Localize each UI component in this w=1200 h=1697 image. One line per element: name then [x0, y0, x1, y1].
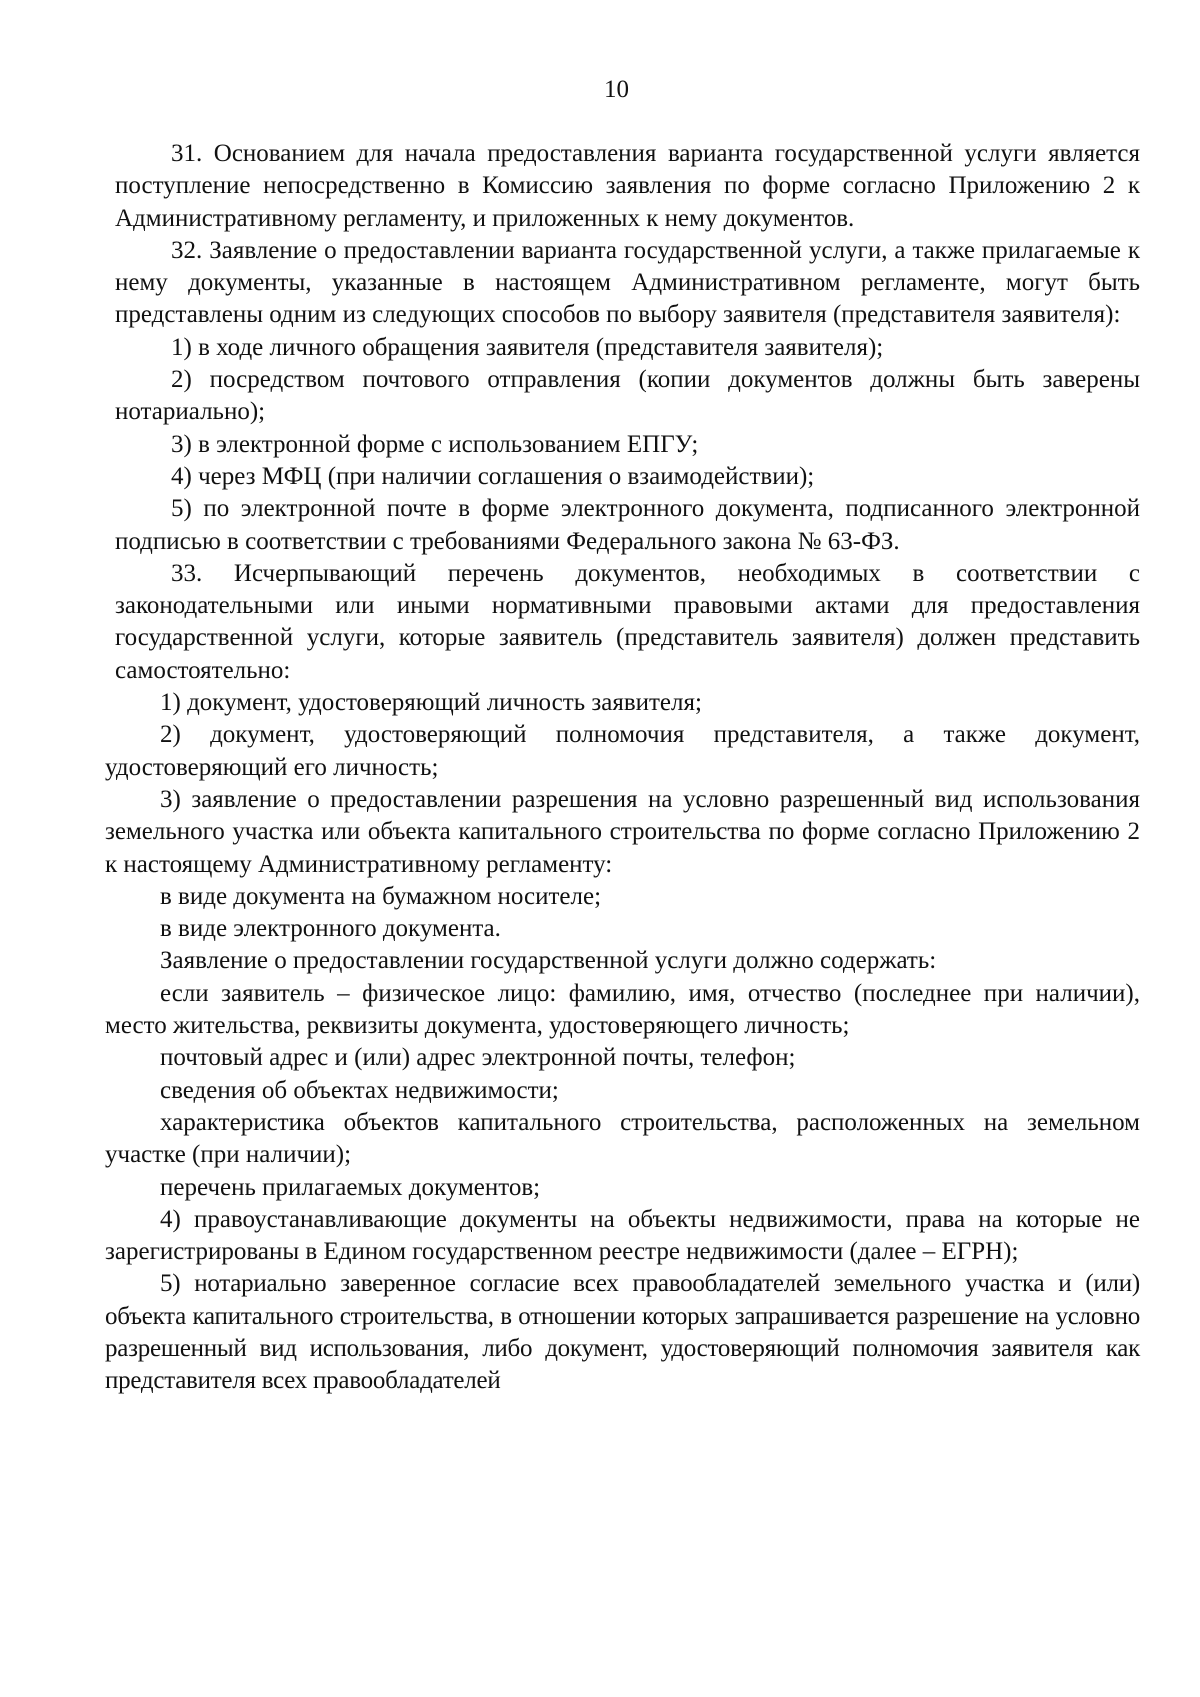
- list-item: Заявление о предоставлении государственной услуги должно содержать:: [160, 947, 937, 975]
- list-item: 3) в электронной форме с использованием ЕПГУ;: [171, 430, 699, 458]
- list-item: в виде документа на бумажном носителе;: [160, 882, 602, 910]
- page-number: 10: [604, 76, 629, 103]
- paragraph-33: 33. Исчерпывающий перечень документов, необходимых в соответствии с законодательными или иными нормативными правовыми актами для предоставления государственной услуги, которые заявитель (представитель заявителя) должен представить самостоятельно:: [115, 559, 1140, 684]
- paragraph-31: 31. Основанием для начала предоставления варианта государственной услуги является поступление непосредственно в Комиссию заявления по форме согласно Приложению 2 к Административному регламенту, и приложенных к нему документов.: [115, 140, 1140, 232]
- list-item: 5) нотариально заверенное согласие всех правообладателей земельного участка и (или) объекта капитального строительства, в отношении которых запрашивается разрешение на условно разрешенный вид использования, либо документ, удостоверяющий полномочия заявителя как представителя всех правообладателей: [105, 1270, 1140, 1395]
- list-item: 4) через МФЦ (при наличии соглашения о взаимодействии);: [171, 462, 815, 490]
- list-item: в виде электронного документа.: [160, 915, 501, 943]
- list-item: если заявитель – физическое лицо: фамилию, имя, отчество (последнее при наличии), место жительства, реквизиты документа, удостоверяющего личность;: [105, 979, 1140, 1040]
- paragraph-32: 32. Заявление о предоставлении варианта государственной услуги, а также прилагаемые к нему документы, указанные в настоящем Административном регламенте, могут быть представлены одним из следующих способов по выбору заявителя (представителя заявителя):: [115, 236, 1140, 329]
- list-item: 5) по электронной почте в форме электронного документа, подписанного электронной подписью в соответствии с требованиями Федерального закона № 63-ФЗ.: [115, 495, 1140, 555]
- list-item: 1) в ходе личного обращения заявителя (представителя заявителя);: [171, 333, 884, 361]
- list-item: перечень прилагаемых документов;: [160, 1173, 541, 1201]
- list-item: 4) правоустанавливающие документы на объекты недвижимости, права на которые не зарегистрированы в Едином государственном реестре недвижимости (далее – ЕГРН);: [105, 1205, 1140, 1266]
- list-item: 3) заявление о предоставлении разрешения на условно разрешенный вид использования земельного участка или объекта капитального строительства по форме согласно Приложению 2 к настоящему Административному регламенту:: [105, 785, 1140, 878]
- list-item: сведения об объектах недвижимости;: [160, 1076, 559, 1104]
- list-item: 1) документ, удостоверяющий личность заявителя;: [160, 689, 702, 717]
- list-item: почтовый адрес и (или) адрес электронной почты, телефон;: [160, 1044, 796, 1072]
- document-body: [105, 138, 1140, 1398]
- list-item: 2) документ, удостоверяющий полномочия представителя, а также документ, удостоверяющий его личность;: [105, 721, 1140, 781]
- list-item: характеристика объектов капитального строительства, расположенных на земельном участке (при наличии);: [105, 1108, 1140, 1169]
- list-item: 2) посредством почтового отправления (копии документов должны быть заверены нотариально);: [115, 366, 1140, 426]
